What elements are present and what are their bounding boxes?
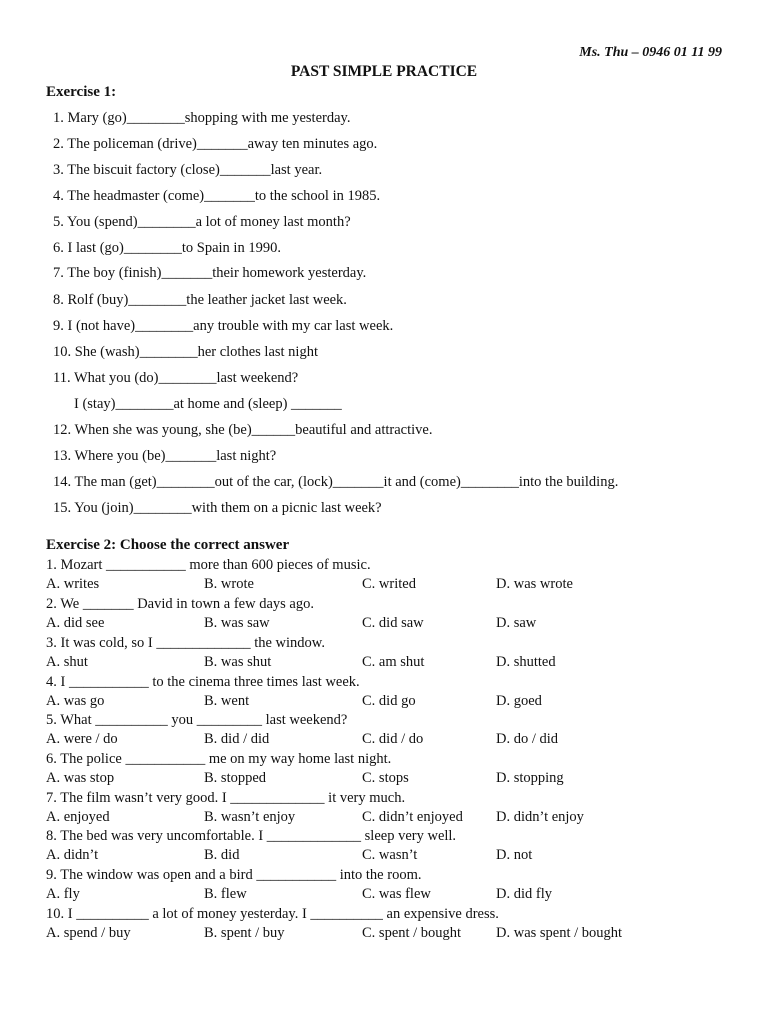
option-c: C. did / do: [362, 731, 424, 747]
exercise2-question: 10. I __________ a lot of money yesterday. I __________ an expensive dress.: [46, 906, 499, 922]
option-a: A. didn’t: [46, 847, 99, 863]
option-b: B. went: [204, 693, 250, 709]
exercise1-heading: Exercise 1:: [46, 84, 117, 100]
exercise1-item: 1. Mary (go)________shopping with me yesterday.: [53, 110, 351, 126]
exercise2-question: 7. The film wasn’t very good. I _____________ it very much.: [46, 790, 406, 806]
option-a: A. writes: [46, 576, 100, 592]
exercise2-question: 8. The bed was very uncomfortable. I _____________ sleep very well.: [46, 828, 457, 844]
answer-options: [46, 925, 746, 943]
option-b: B. did / did: [204, 731, 270, 747]
option-c: C. did go: [362, 693, 416, 709]
option-d: D. goed: [496, 693, 542, 709]
exercise1-item: 14. The man (get)________out of the car, (lock)_______it and (come)________into the building.: [53, 474, 619, 490]
option-a: A. spend / buy: [46, 925, 131, 941]
exercise2-question: 4. I ___________ to the cinema three times last week.: [46, 674, 360, 690]
option-c: C. did saw: [362, 615, 424, 631]
exercise2-question: 2. We _______ David in town a few days ago.: [46, 596, 314, 612]
exercise2-question: 3. It was cold, so I _____________ the window.: [46, 635, 325, 651]
exercise1-item: 5. You (spend)________a lot of money last month?: [53, 214, 351, 230]
option-d: D. stopping: [496, 770, 564, 786]
answer-options: [46, 693, 746, 711]
option-b: B. wrote: [204, 576, 254, 592]
option-b: B. flew: [204, 886, 247, 902]
option-d: D. didn’t enjoy: [496, 809, 584, 825]
option-a: A. fly: [46, 886, 80, 902]
exercise1-item: 10. She (wash)________her clothes last night: [53, 344, 318, 360]
exercise1-item: 12. When she was young, she (be)______beautiful and attractive.: [53, 422, 433, 438]
option-b: B. wasn’t enjoy: [204, 809, 296, 825]
answer-options: [46, 886, 746, 904]
exercise2-question: 6. The police ___________ me on my way home last night.: [46, 751, 392, 767]
answer-options: [46, 615, 746, 633]
answer-options: [46, 731, 746, 749]
option-c: C. writed: [362, 576, 416, 592]
exercise1-item: 4. The headmaster (come)_______to the school in 1985.: [53, 188, 381, 204]
option-a: A. enjoyed: [46, 809, 110, 825]
exercise1-item: 11. What you (do)________last weekend?: [53, 370, 299, 386]
answer-options: [46, 770, 746, 788]
exercise1-item: I (stay)________at home and (sleep) _______: [74, 396, 342, 412]
option-b: B. spent / buy: [204, 925, 285, 941]
answer-options: [46, 809, 746, 827]
option-a: A. shut: [46, 654, 88, 670]
exercise1-item: 13. Where you (be)_______last night?: [53, 448, 277, 464]
exercise2-heading: Exercise 2: Choose the correct answer: [46, 537, 290, 553]
option-a: A. was stop: [46, 770, 115, 786]
option-d: D. was spent / bought: [496, 925, 623, 941]
exercise1-item: 7. The boy (finish)_______their homework yesterday.: [53, 265, 367, 281]
exercise2-question: 5. What __________ you _________ last weekend?: [46, 712, 348, 728]
exercise1-item: 2. The policeman (drive)_______away ten minutes ago.: [53, 136, 378, 152]
exercise1-item: 3. The biscuit factory (close)_______last year.: [53, 162, 323, 178]
option-d: D. do / did: [496, 731, 559, 747]
option-d: D. shutted: [496, 654, 556, 670]
option-c: C. am shut: [362, 654, 425, 670]
option-a: A. was go: [46, 693, 105, 709]
exercise1-item: 8. Rolf (buy)________the leather jacket last week.: [53, 292, 347, 308]
option-b: B. was shut: [204, 654, 272, 670]
option-d: D. not: [496, 847, 533, 863]
teacher-contact: Ms. Thu – 0946 01 11 99: [579, 45, 722, 60]
option-d: D. saw: [496, 615, 537, 631]
option-c: C. stops: [362, 770, 409, 786]
exercise2-question: 9. The window was open and a bird ___________ into the room.: [46, 867, 422, 883]
answer-options: [46, 847, 746, 865]
option-b: B. stopped: [204, 770, 267, 786]
option-a: A. did see: [46, 615, 105, 631]
option-c: C. spent / bought: [362, 925, 462, 941]
option-a: A. were / do: [46, 731, 118, 747]
exercise1-item: 6. I last (go)________to Spain in 1990.: [53, 240, 281, 256]
option-d: D. did fly: [496, 886, 552, 902]
exercise1-item: 9. I (not have)________any trouble with my car last week.: [53, 318, 394, 334]
exercise1-item: 15. You (join)________with them on a picnic last week?: [53, 500, 382, 516]
exercise2-question: 1. Mozart ___________ more than 600 pieces of music.: [46, 557, 371, 573]
option-b: B. did: [204, 847, 240, 863]
option-c: C. was flew: [362, 886, 431, 902]
page-title: PAST SIMPLE PRACTICE: [290, 63, 478, 80]
option-c: C. wasn’t: [362, 847, 418, 863]
answer-options: [46, 576, 746, 594]
answer-options: [46, 654, 746, 672]
option-c: C. didn’t enjoyed: [362, 809, 463, 825]
option-d: D. was wrote: [496, 576, 573, 592]
option-b: B. was saw: [204, 615, 270, 631]
